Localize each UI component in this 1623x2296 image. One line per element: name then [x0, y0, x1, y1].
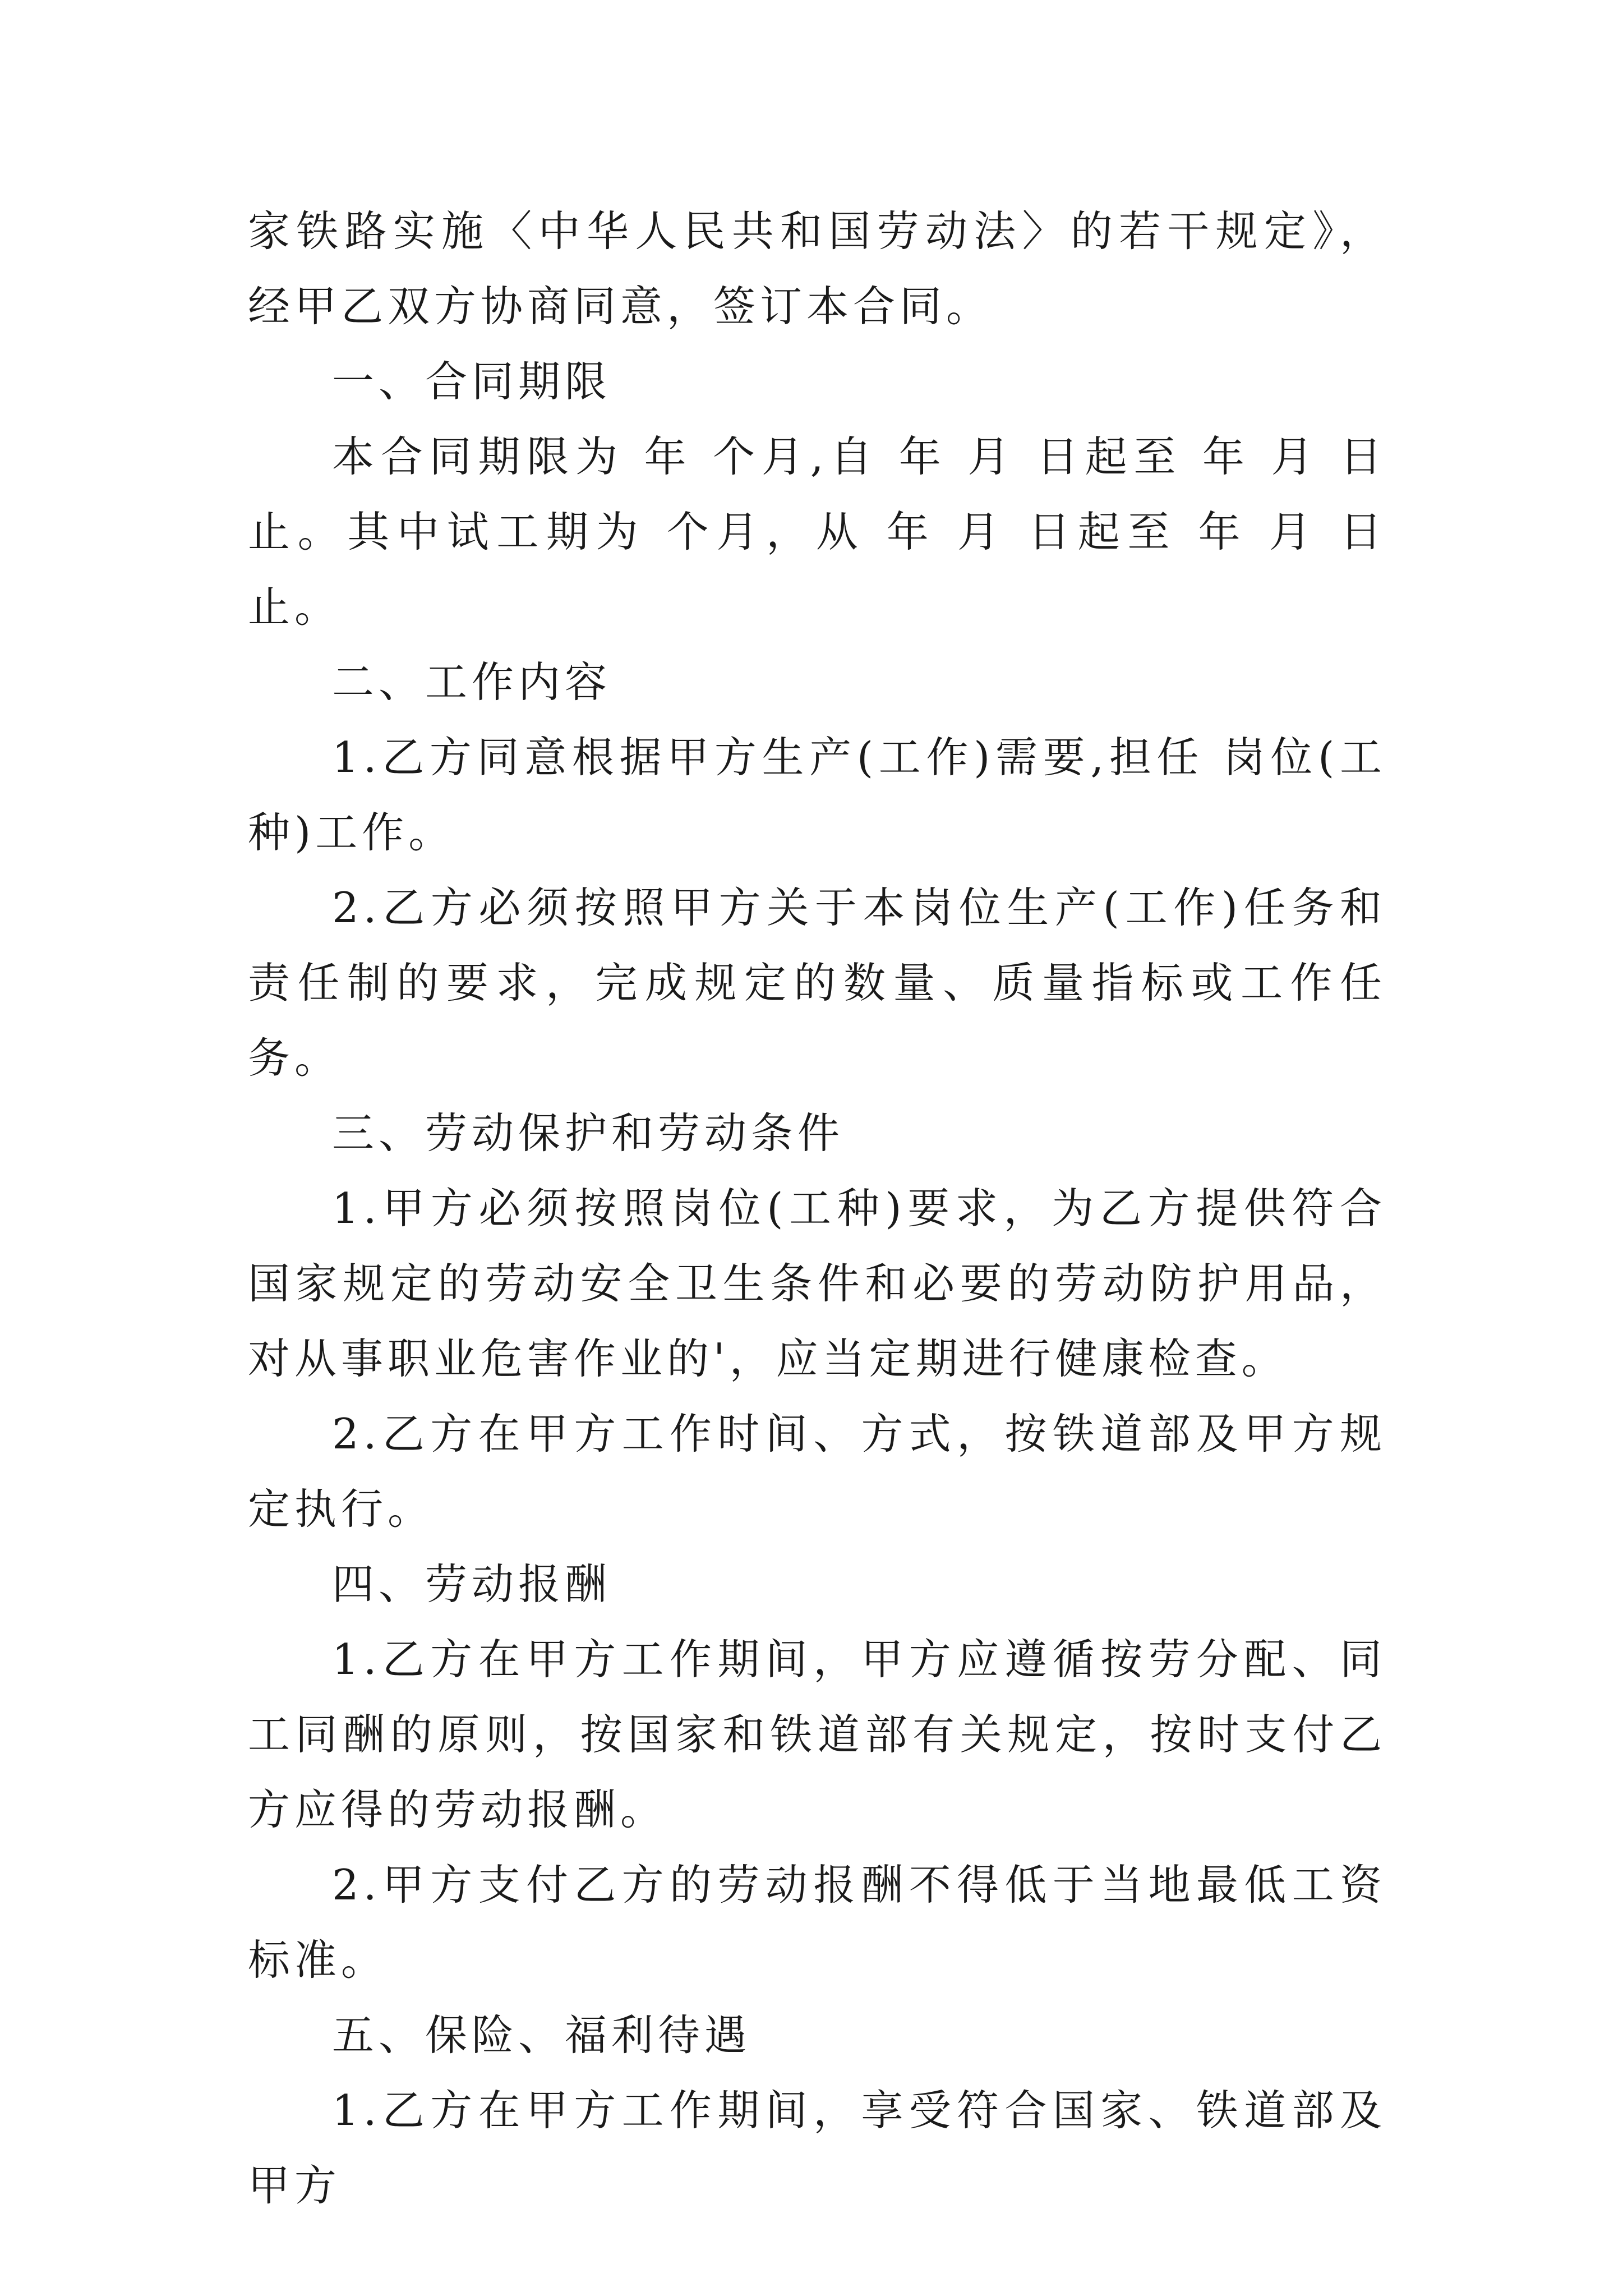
paragraph-work-content-1: 1.乙方同意根据甲方生产(工作)需要,担任 岗位(工种)工作。	[248, 733, 1386, 857]
document-body	[248, 194, 1386, 2223]
paragraph-labor-protection-1: 1.甲方必须按照岗位(工种)要求，为乙方提供符合国家规定的劳动安全卫生条件和必要的劳动防护用品，对从事职业危害作业的'，应当定期进行健康检查。	[248, 1184, 1386, 1383]
heading-remuneration: 四、劳动报酬	[332, 1559, 612, 1609]
paragraph-remuneration-2: 2.甲方支付乙方的劳动报酬不得低于当地最低工资标准。	[248, 1860, 1386, 1985]
heading-insurance-welfare: 五、保险、福利待遇	[332, 2010, 751, 2060]
heading-work-content: 二、工作内容	[332, 657, 612, 707]
paragraph-work-content-2: 2.乙方必须按照甲方关于本岗位生产(工作)任务和责任制的要求，完成规定的数量、质量指标或工作任务。	[248, 883, 1386, 1083]
paragraph-labor-protection-2: 2.乙方在甲方工作时间、方式，按铁道部及甲方规定执行。	[248, 1409, 1386, 1534]
paragraph-insurance-welfare-1: 1.乙方在甲方工作期间，享受符合国家、铁道部及甲方	[248, 2086, 1386, 2210]
heading-labor-protection: 三、劳动保护和劳动条件	[332, 1108, 845, 1158]
paragraph-intro-continuation: 家铁路实施〈中华人民共和国劳动法〉的若干规定》，经甲乙双方协商同意，签订本合同。	[248, 206, 1386, 331]
paragraph-contract-term: 本合同期限为 年 个月,自 年 月 日起至 年 月 日止。其中试工期为 个月，从 年 月 日起至 年 月 日止。	[248, 432, 1386, 632]
paragraph-remuneration-1: 1.乙方在甲方工作期间，甲方应遵循按劳分配、同工同酬的原则，按国家和铁道部有关规定，按时支付乙方应得的劳动报酬。	[248, 1635, 1386, 1834]
heading-contract-term: 一、合同期限	[332, 357, 612, 406]
